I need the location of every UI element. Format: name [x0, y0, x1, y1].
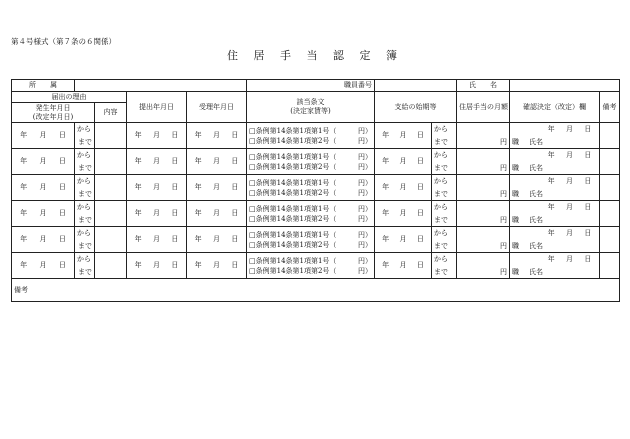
form-number-label: 第４号様式（第７条の６関係）	[11, 37, 116, 46]
payment-start-cell[interactable]: 年 月 日	[375, 253, 432, 279]
payment-start-cell[interactable]: 年 月 日	[375, 149, 432, 175]
table-row	[12, 253, 620, 279]
checkbox-article-2[interactable]: □条例第14条第1項第2号（	[249, 162, 337, 171]
checkbox-article-2[interactable]: □条例第14条第1項第2号（	[249, 188, 337, 197]
page-title: 住 居 手 当 認 定 簿	[227, 49, 403, 62]
seal-mark: 職	[512, 241, 519, 250]
staff-number-label: 職員番号	[247, 80, 375, 92]
monthly-amount-header: 住居手当の月額	[457, 92, 510, 123]
receipt-date-cell[interactable]: 年 月 日	[187, 201, 247, 227]
confirmation-cell[interactable]: 年 月 日 職 氏名	[510, 253, 600, 279]
payment-range-cell: から まで	[432, 175, 457, 201]
monthly-amount-cell[interactable]: 円	[457, 149, 510, 175]
article-cell[interactable]: □条例第14条第1項第1号（ 円） □条例第14条第1項第2号（ 円）	[247, 253, 375, 279]
monthly-amount-cell[interactable]: 円	[457, 123, 510, 149]
occurrence-range-cell: から まで	[75, 123, 95, 149]
occurrence-range-cell: から まで	[75, 227, 95, 253]
confirmation-cell[interactable]: 年 月 日 職 氏名	[510, 227, 600, 253]
table-row	[12, 149, 620, 175]
affiliation-label: 所 属	[12, 80, 75, 92]
checkbox-article-2[interactable]: □条例第14条第1項第2号（	[249, 214, 337, 223]
occurrence-date-cell[interactable]: 年 月 日	[12, 175, 75, 201]
submission-date-header: 提出年月日	[127, 92, 187, 123]
checkbox-article-1[interactable]: □条例第14条第1項第1号（	[249, 178, 337, 187]
payment-period-header: 支給の始期等	[375, 92, 457, 123]
content-cell[interactable]	[95, 175, 127, 201]
submission-date-cell[interactable]: 年 月 日	[127, 175, 187, 201]
content-cell[interactable]	[95, 227, 127, 253]
receipt-date-header: 受理年月日	[187, 92, 247, 123]
payment-start-cell[interactable]: 年 月 日	[375, 201, 432, 227]
checkbox-article-2[interactable]: □条例第14条第1項第2号（	[249, 240, 337, 249]
checkbox-article-1[interactable]: □条例第14条第1項第1号（	[249, 204, 337, 213]
submission-date-cell[interactable]: 年 月 日	[127, 227, 187, 253]
remarks-cell[interactable]	[600, 227, 620, 253]
affiliation-value[interactable]	[75, 80, 247, 92]
content-cell[interactable]	[95, 149, 127, 175]
article-header: 該当条文 (決定家賃等)	[247, 92, 375, 123]
footer-remarks[interactable]: 備考	[12, 279, 620, 302]
remarks-cell[interactable]	[600, 253, 620, 279]
payment-range-cell: から まで	[432, 201, 457, 227]
content-header: 内容	[95, 103, 127, 123]
occurrence-date-cell[interactable]: 年 月 日	[12, 253, 75, 279]
confirmation-cell[interactable]: 年 月 日 職 氏名	[510, 149, 600, 175]
checkbox-article-1[interactable]: □条例第14条第1項第1号（	[249, 152, 337, 161]
occurrence-date-cell[interactable]: 年 月 日	[12, 201, 75, 227]
monthly-amount-cell[interactable]: 円	[457, 201, 510, 227]
article-cell[interactable]: □条例第14条第1項第1号（ 円） □条例第14条第1項第2号（ 円）	[247, 201, 375, 227]
receipt-date-cell[interactable]: 年 月 日	[187, 253, 247, 279]
content-cell[interactable]	[95, 201, 127, 227]
submission-date-cell[interactable]: 年 月 日	[127, 201, 187, 227]
housing-allowance-ledger	[11, 79, 620, 302]
table-row	[12, 123, 620, 149]
table-row	[12, 201, 620, 227]
remarks-header: 備考	[600, 92, 620, 123]
article-cell[interactable]: □条例第14条第1項第1号（ 円） □条例第14条第1項第2号（ 円）	[247, 123, 375, 149]
payment-range-cell: から まで	[432, 253, 457, 279]
remarks-cell[interactable]	[600, 175, 620, 201]
confirmation-header: 確認決定（改定）欄	[510, 92, 600, 123]
article-cell[interactable]: □条例第14条第1項第1号（ 円） □条例第14条第1項第2号（ 円）	[247, 149, 375, 175]
reason-group-header: 届出の理由	[12, 92, 127, 103]
article-cell[interactable]: □条例第14条第1項第1号（ 円） □条例第14条第1項第2号（ 円）	[247, 175, 375, 201]
remarks-cell[interactable]	[600, 123, 620, 149]
monthly-amount-cell[interactable]: 円	[457, 175, 510, 201]
checkbox-article-1[interactable]: □条例第14条第1項第1号（	[249, 126, 337, 135]
checkbox-article-1[interactable]: □条例第14条第1項第1号（	[249, 230, 337, 239]
checkbox-article-1[interactable]: □条例第14条第1項第1号（	[249, 256, 337, 265]
occurrence-date-cell[interactable]: 年 月 日	[12, 123, 75, 149]
payment-range-cell: から まで	[432, 149, 457, 175]
confirmation-cell[interactable]: 年 月 日 職 氏名	[510, 175, 600, 201]
checkbox-article-2[interactable]: □条例第14条第1項第2号（	[249, 266, 337, 275]
monthly-amount-cell[interactable]: 円	[457, 253, 510, 279]
payment-start-cell[interactable]: 年 月 日	[375, 227, 432, 253]
checkbox-article-2[interactable]: □条例第14条第1項第2号（	[249, 136, 337, 145]
submission-date-cell[interactable]: 年 月 日	[127, 123, 187, 149]
ledger-rows	[12, 123, 620, 279]
name-label: 氏 名	[457, 80, 510, 92]
occurrence-date-cell[interactable]: 年 月 日	[12, 227, 75, 253]
remarks-cell[interactable]	[600, 149, 620, 175]
receipt-date-cell[interactable]: 年 月 日	[187, 123, 247, 149]
confirmation-cell[interactable]: 年 月 日 職 氏名	[510, 123, 600, 149]
article-cell[interactable]: □条例第14条第1項第1号（ 円） □条例第14条第1項第2号（ 円）	[247, 227, 375, 253]
seal-mark: 職	[512, 163, 519, 172]
receipt-date-cell[interactable]: 年 月 日	[187, 227, 247, 253]
receipt-date-cell[interactable]: 年 月 日	[187, 149, 247, 175]
submission-date-cell[interactable]: 年 月 日	[127, 253, 187, 279]
payment-range-cell: から まで	[432, 123, 457, 149]
receipt-date-cell[interactable]: 年 月 日	[187, 175, 247, 201]
occurrence-date-cell[interactable]: 年 月 日	[12, 149, 75, 175]
occurrence-date-header: 発生年月日 (改定年月日)	[12, 103, 95, 123]
submission-date-cell[interactable]: 年 月 日	[127, 149, 187, 175]
seal-mark: 職	[512, 189, 519, 198]
payment-start-cell[interactable]: 年 月 日	[375, 175, 432, 201]
payment-range-cell: から まで	[432, 227, 457, 253]
confirmation-cell[interactable]: 年 月 日 職 氏名	[510, 201, 600, 227]
occurrence-range-cell: から まで	[75, 253, 95, 279]
monthly-amount-cell[interactable]: 円	[457, 227, 510, 253]
seal-mark: 職	[512, 137, 519, 146]
name-value[interactable]	[510, 80, 620, 92]
table-row	[12, 227, 620, 253]
remarks-cell[interactable]	[600, 201, 620, 227]
occurrence-range-cell: から まで	[75, 149, 95, 175]
occurrence-range-cell: から まで	[75, 175, 95, 201]
staff-number-value[interactable]	[375, 80, 457, 92]
content-cell[interactable]	[95, 253, 127, 279]
seal-mark: 職	[512, 215, 519, 224]
seal-mark: 職	[512, 267, 519, 276]
content-cell[interactable]	[95, 123, 127, 149]
occurrence-range-cell: から まで	[75, 201, 95, 227]
table-row	[12, 175, 620, 201]
payment-start-cell[interactable]: 年 月 日	[375, 123, 432, 149]
